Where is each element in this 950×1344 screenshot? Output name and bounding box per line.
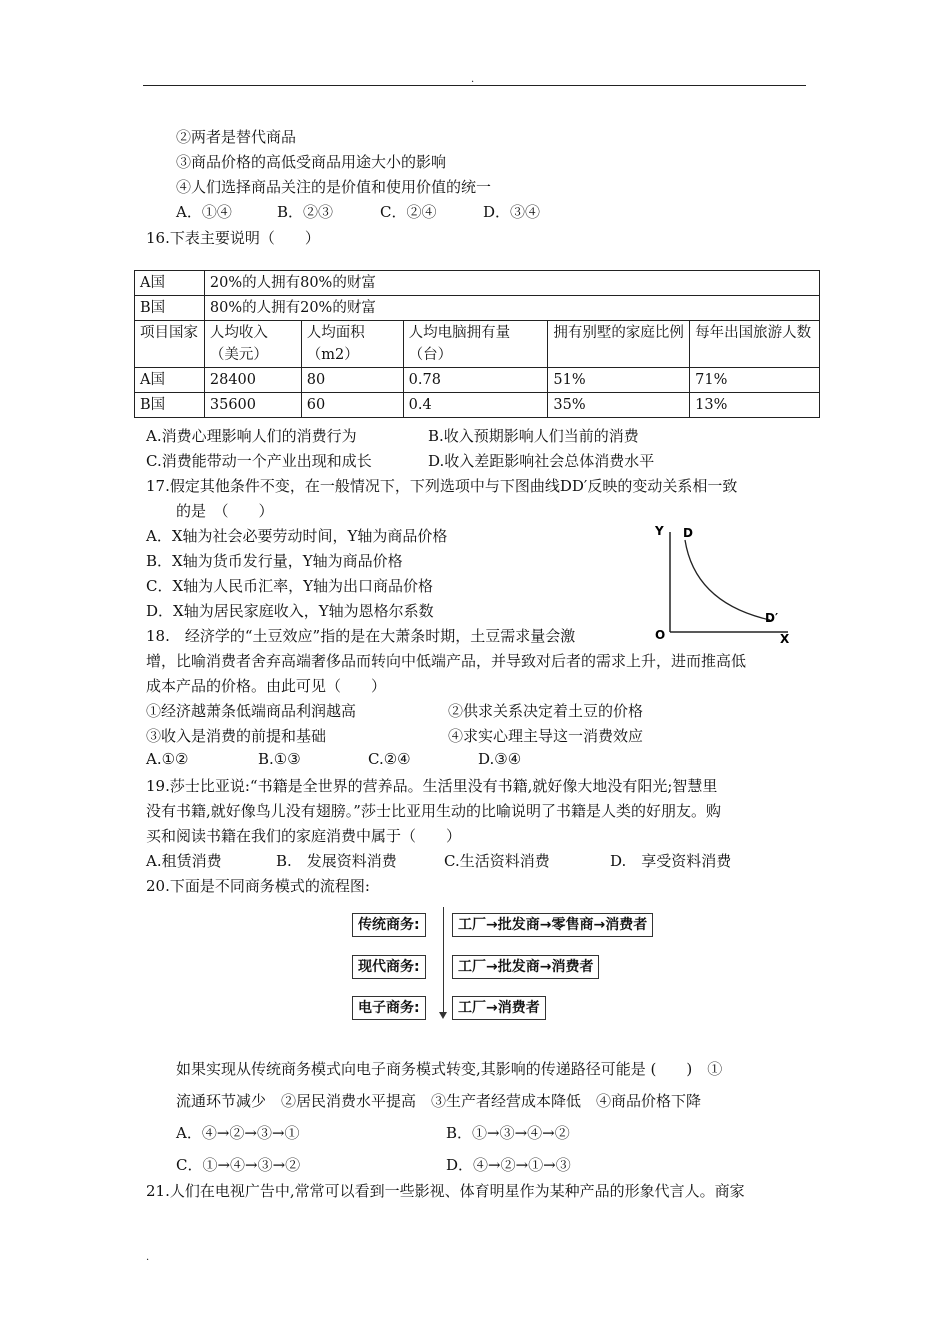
q18-choice-d: D.③④ (478, 750, 522, 768)
q20-choice-d: D．④→②→①→③ (446, 1156, 571, 1174)
x-axis-label: X (780, 632, 790, 646)
table-header-cell: 项目国家 (135, 321, 205, 368)
q19-choice-a: A.租赁消费 (146, 852, 222, 870)
q18-stem-line2: 增，比喻消费者舍弃高端奢侈品而转向中低端产品，并导致对后者的需求上升，进而推高低 (146, 652, 747, 670)
table-cell: 13% (690, 393, 820, 418)
q17-choice-b: B．X轴为货币发行量，Y轴为商品价格 (146, 552, 403, 570)
q18-stem-line1: 18. 经济学的“土豆效应”指的是在大萧条时期，土豆需求量会激 (146, 627, 576, 645)
table-cell: B国 (135, 296, 205, 321)
footer-dot: . (146, 1252, 150, 1263)
q21-stem-line1: 21.人们在电视广告中,常常可以看到一些影视、体育明星作为某种产品的形象代言人。商家 (146, 1182, 745, 1200)
table-cell: 35600 (204, 393, 301, 418)
q19-stem-line3: 买和阅读书籍在我们的家庭消费中属于（ ） (146, 827, 462, 845)
q19-choice-d: D. 享受资料消费 (610, 852, 732, 870)
flow-path-ecommerce: 工厂→消费者 (452, 996, 546, 1020)
q19-choice-b: B. 发展资料消费 (276, 852, 397, 870)
flow-label-modern: 现代商务: (352, 955, 426, 979)
q19-stem-line2: 没有书籍,就好像鸟儿没有翅膀。”莎士比亚用生动的比喻说明了书籍是人类的好朋友。购 (146, 802, 721, 820)
table-cell: 0.4 (403, 393, 548, 418)
q20-choice-a: A．④→②→③→① (176, 1124, 300, 1142)
q16-choice-b: B.收入预期影响人们当前的消费 (428, 427, 639, 445)
q15-option-4: ④人们选择商品关注的是价值和使用价值的统一 (176, 178, 492, 196)
flow-label-ecommerce: 电子商务: (352, 996, 426, 1020)
q15-option-3: ③商品价格的高低受商品用途大小的影响 (176, 153, 447, 171)
flow-divider (443, 907, 444, 1015)
table-row (135, 271, 820, 296)
q17-choice-a: A．X轴为社会必要劳动时间，Y轴为商品价格 (146, 527, 448, 545)
q16-choice-a: A.消费心理影响人们的消费行为 (146, 427, 357, 445)
table-cell: 60 (301, 393, 403, 418)
q16-choice-d: D.收入差距影响社会总体消费水平 (428, 452, 655, 470)
q17-stem-line2: 的是 （ ） (176, 502, 274, 520)
q18-choice-b: B.①③ (258, 750, 301, 768)
table-header-cell: 拥有别墅的家庭比例 (548, 321, 690, 368)
dd-curve (685, 540, 770, 620)
table-cell: 20%的人拥有80%的财富 (204, 271, 819, 296)
flow-path-traditional: 工厂→批发商→零售商→消费者 (452, 913, 653, 937)
flow-arrow-down-icon (439, 1012, 447, 1019)
q18-stem-line3: 成本产品的价格。由此可见（ ） (146, 677, 387, 695)
q16-choice-c: C.消费能带动一个产业出现和成长 (146, 452, 372, 470)
q16-table (134, 270, 820, 418)
table-header-cell: 人均面积（m2） (301, 321, 403, 368)
table-cell: 51% (548, 368, 690, 393)
q15-choice-c: C．②④ (380, 203, 437, 221)
table-cell: 80 (301, 368, 403, 393)
table-cell: A国 (135, 271, 205, 296)
q15-choice-b: B．②③ (277, 203, 334, 221)
q16-stem: 16.下表主要说明（ ） (146, 229, 320, 247)
q20-question-line2: 流通环节减少 ②居民消费水平提高 ③生产者经营成本降低 ④商品价格下降 (176, 1092, 702, 1110)
q20-choice-c: C．①→④→③→② (176, 1156, 301, 1174)
q15-option-2: ②两者是替代商品 (176, 128, 297, 146)
origin-label: O (655, 628, 666, 642)
table-header-cell: 每年出国旅游人数 (690, 321, 820, 368)
q17-choice-c: C．X轴为人民币汇率，Y轴为出口商品价格 (146, 577, 434, 595)
q19-choice-c: C.生活资料消费 (444, 852, 550, 870)
q15-choice-d: D．③④ (483, 203, 541, 221)
q17-dd-curve-graph (650, 518, 800, 646)
header-rule (143, 85, 806, 86)
table-cell: 35% (548, 393, 690, 418)
q17-choice-d: D．X轴为居民家庭收入，Y轴为恩格尔系数 (146, 602, 434, 620)
q20-choice-b: B．①→③→④→② (446, 1124, 570, 1142)
table-cell: 0.78 (403, 368, 548, 393)
q15-choice-a: A．①④ (176, 203, 232, 221)
q18-choice-a: A.①② (146, 750, 189, 768)
table-row (135, 296, 820, 321)
y-axis-label: Y (655, 524, 664, 538)
point-d-label: D (683, 526, 693, 540)
table-row (135, 393, 820, 418)
table-header-row (135, 321, 820, 368)
table-cell: 28400 (204, 368, 301, 393)
table-cell: A国 (135, 368, 205, 393)
table-cell: 80%的人拥有20%的财富 (204, 296, 819, 321)
table-header-cell: 人均收入（美元） (204, 321, 301, 368)
q18-option-1: ①经济越萧条低端商品利润越高 (146, 702, 357, 720)
point-d-prime-label: D′ (765, 611, 779, 625)
header-dot: . (471, 74, 475, 85)
q20-question-line1: 如果实现从传统商务模式向电子商务模式转变,其影响的传递路径可能是 ( ) ① (176, 1060, 723, 1078)
q19-stem-line1: 19.莎士比亚说:“书籍是全世界的营养品。生活里没有书籍,就好像大地没有阳光;智慧里 (146, 777, 718, 795)
q20-stem: 20.下面是不同商务模式的流程图: (146, 877, 370, 895)
q18-choice-c: C.②④ (368, 750, 411, 768)
q18-option-3: ③收入是消费的前提和基础 (146, 727, 327, 745)
q17-stem-line1: 17.假定其他条件不变，在一般情况下，下列选项中与下图曲线DD′反映的变动关系相一致 (146, 477, 738, 495)
table-cell: 71% (690, 368, 820, 393)
flow-path-modern: 工厂→批发商→消费者 (452, 955, 599, 979)
flow-label-traditional: 传统商务: (352, 913, 426, 937)
table-cell: B国 (135, 393, 205, 418)
table-row (135, 368, 820, 393)
table-header-cell: 人均电脑拥有量（台） (403, 321, 548, 368)
q18-option-4: ④求实心理主导这一消费效应 (448, 727, 644, 745)
q18-option-2: ②供求关系决定着土豆的价格 (448, 702, 644, 720)
